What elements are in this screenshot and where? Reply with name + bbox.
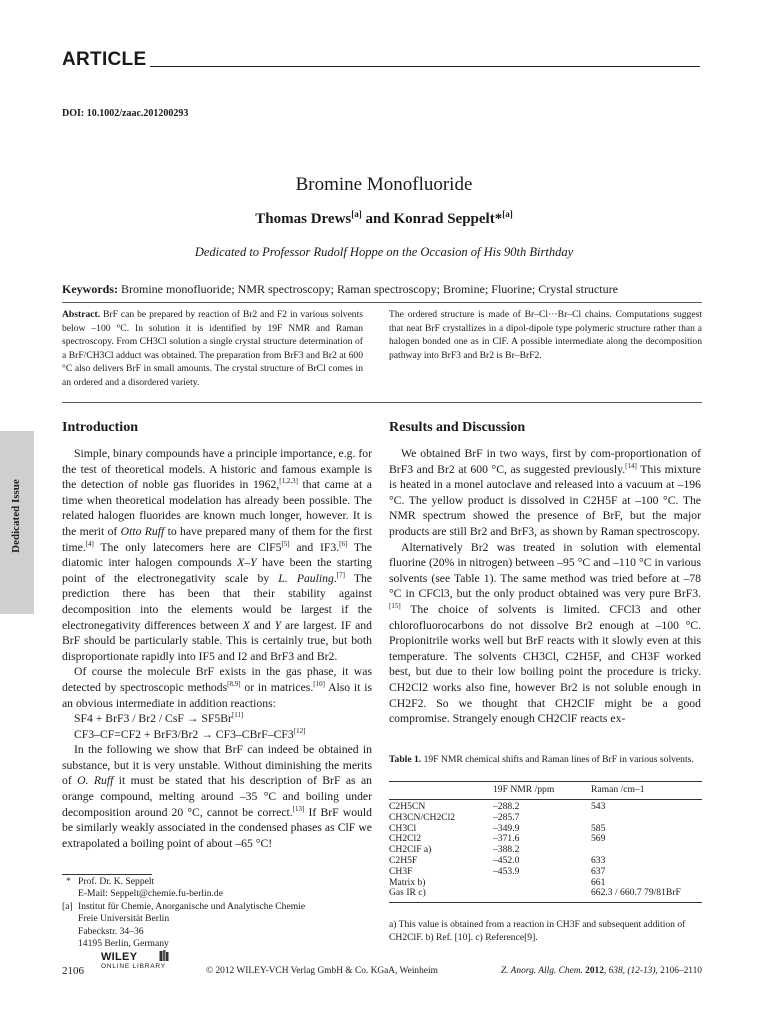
author-2-affiliation: [a] — [502, 209, 513, 219]
author-2[interactable]: Konrad Seppelt* — [393, 211, 503, 227]
table-header — [389, 785, 702, 796]
table-cell: –452.0 — [493, 854, 520, 866]
intro-paragraph-1 — [62, 446, 372, 664]
table-cell: CH2Cl2 — [389, 833, 421, 845]
table-header-rule — [389, 799, 702, 800]
journal-reference: Z. Anorg. Allg. Chem. 2012, 638, (12-13), 2106–2110 — [500, 966, 702, 976]
citation[interactable]: [14] — [625, 461, 637, 470]
affiliation-line: 14195 Berlin, Germany — [78, 938, 169, 950]
table-cell: 543 — [591, 801, 606, 812]
table-body — [389, 802, 702, 899]
footnote-rule — [62, 874, 152, 875]
text-run: and — [249, 618, 275, 632]
table-cell: CH3F — [389, 865, 413, 877]
table-top-rule — [389, 781, 702, 782]
table-cell: Gas IR c) — [389, 887, 426, 899]
table-cell: –453.9 — [493, 865, 520, 877]
citation[interactable]: [11] — [231, 711, 244, 720]
article-title: Bromine Monofluoride — [295, 174, 473, 195]
table-bottom-rule — [389, 902, 702, 903]
table-cell: –288.2 — [493, 801, 520, 812]
table-cell: Matrix b) — [389, 876, 426, 888]
table-cell — [591, 813, 701, 824]
citation[interactable]: [5] — [281, 539, 290, 548]
corresponding-author-name: Prof. Dr. K. Seppelt — [78, 876, 155, 887]
table-cell: C2H5F — [389, 854, 418, 866]
table-cell: CH3Cl — [389, 822, 417, 834]
book-icon — [159, 950, 169, 962]
footnote-mark: [a] — [62, 900, 73, 912]
table-cell: 661 — [591, 876, 606, 888]
authors — [0, 209, 768, 228]
section-label: ARTICLE — [62, 49, 147, 70]
journal-year: 2012 — [585, 966, 604, 976]
table-cell: CH2ClF a) — [389, 844, 432, 856]
citation[interactable]: [8,9] — [227, 680, 241, 689]
text-run: In the following we show that BrF can indeed be obtained in substance, but it is very unstable. Without diminishing the merits of — [62, 743, 372, 788]
text-run: Alternatively Br2 was treated in solution with elemental fluorine (20% in nitrogen) between –95 °C and –110 °C in various solvents (see Table 1). The same method was tried before at –78 °C in CFCl3, but the only product obtained was very pure BrF3. — [389, 540, 701, 601]
wiley-online-library-logo[interactable] — [101, 951, 166, 970]
logo-wiley: WILEY — [101, 951, 138, 963]
table-cell: –371.6 — [493, 833, 520, 845]
table-cell: 662.3 / 660.7 79/81BrF — [591, 887, 681, 899]
table-row — [389, 888, 702, 899]
text-run: to have prepared many of them for the first time. — [62, 524, 372, 554]
author-footnotes — [62, 876, 372, 950]
intro-paragraph-3 — [62, 742, 372, 851]
journal-name: Z. Anorg. Allg. Chem. — [500, 966, 583, 976]
text-run: that came at a time when theoretical modelation has already been possible. The related halogen fluorides are known much longer, however. It is the merit of — [62, 478, 372, 538]
introduction-body — [62, 446, 372, 851]
table-row — [389, 824, 702, 835]
author-1[interactable]: Thomas Drews — [255, 211, 352, 227]
formula: X–Y — [237, 556, 257, 570]
journal-pages: 2106–2110 — [660, 966, 702, 976]
text-run: We obtained BrF in two ways, first by com-proportionation of BrF3 and Br2 at 600 °C, as suggested previously. — [389, 447, 701, 476]
table-cell: 637 — [591, 865, 606, 877]
table-label: Table 1. — [389, 754, 422, 765]
citation[interactable]: [7] — [336, 570, 345, 579]
table-header-row — [389, 785, 702, 796]
text-run: it must be stated that his description of BrF as an orange compound, melting around –35 °C and boiling under decomposition around 20 °C, cannot be correct. — [62, 774, 372, 819]
results-paragraph-2 — [389, 540, 701, 727]
table-cell — [493, 878, 591, 889]
affiliation-line: Institut für Chemie, Anorganische und Analytische Chemie — [78, 900, 306, 912]
text-run: The prediction there has been that their stability against decomposition into the elements would be largest if the electronegativity differences between — [62, 571, 372, 632]
keywords-rule — [62, 302, 702, 303]
side-tab-label: Dedicated Issue — [10, 479, 22, 553]
citation[interactable]: [12] — [293, 726, 306, 735]
abstract-label: Abstract. — [62, 309, 101, 320]
person-name: L. Pauling — [278, 571, 334, 585]
text-run: The choice of solvents is limited. CFCl3 and other chlorofluorocarbons do not dissolve Br2 enough at –100 °C. Propionitrile works well but BrF reacts with it slowly even at this temperature. The solvents CH3Cl, C2H5F, and CH3F worked best, but due to their low boiling point the procedure is tricky. CH2Cl2 works also fine, however Br2 is not soluble enough in CH2F2. So we thought that CH2ClF might be a good compromise. Strangely enough CH2ClF reacts ex- — [389, 602, 701, 726]
table-cell — [591, 845, 701, 856]
keywords — [62, 282, 702, 297]
text-run: or in matrices. — [240, 680, 314, 694]
journal-volume: 638, (12-13), — [608, 966, 658, 976]
table-cell — [493, 888, 591, 899]
table-caption-text: 19F NMR chemical shifts and Raman lines of BrF in various solvents. — [421, 754, 694, 765]
citation[interactable]: [15] — [389, 602, 401, 611]
table-row — [389, 813, 702, 824]
table-row — [389, 834, 702, 845]
results-paragraph-1 — [389, 446, 701, 540]
table-cell: –285.7 — [493, 811, 520, 823]
dedication: Dedicated to Professor Rudolf Hoppe on the Occasion of His 90th Birthday — [194, 245, 574, 259]
equation-1 — [62, 711, 372, 727]
citation[interactable]: [6] — [339, 539, 348, 548]
page-number: 2106 — [62, 965, 84, 977]
results-heading: Results and Discussion — [389, 420, 526, 435]
citation[interactable]: [1,2,3] — [279, 477, 298, 486]
table-row — [389, 856, 702, 867]
author-email[interactable]: E-Mail: Seppelt@chemie.fu-berlin.de — [78, 888, 223, 900]
table-cell: 569 — [591, 833, 606, 845]
keywords-list: Bromine monofluoride; NMR spectroscopy; Raman spectroscopy; Bromine; Fluorine; Crystal structure — [118, 282, 618, 296]
text-run: have been the starting point of the electronegativity scale by — [62, 556, 372, 585]
table-cell: CH3CN/CH2Cl2 — [389, 811, 456, 823]
text-run: Also it is an obvious intermediate in addition reactions: — [62, 680, 372, 710]
text-run: This mixture is heated in a monel autoclave and released into a vacuum at –196 °C. The yellow product is dissolved in C2H5F at –100 °C. The NMR spectrum showed the presence of BrF, but the major products are still Br2 and BrF3, as shown by Raman spectroscopy. — [389, 462, 701, 538]
abstract-rule — [62, 402, 702, 403]
equation-text: SF4 + BrF3 / Br2 / CsF → SF5Br — [74, 712, 232, 726]
affiliation-line: Freie Universität Berlin — [78, 913, 170, 925]
text-run: and IF3. — [289, 540, 340, 554]
equation-text: CF3–CF=CF2 + BrF3/Br2 → CF3–CBrF–CF3 — [74, 727, 294, 741]
table-cell: 633 — [591, 854, 606, 866]
table-header-cell — [389, 785, 493, 796]
results-body — [389, 446, 701, 727]
affiliation-line: Fabeckstr. 34–36 — [78, 925, 144, 937]
author-separator: and — [361, 211, 394, 227]
corresponding-author — [62, 876, 372, 888]
doi[interactable]: DOI: 10.1002/zaac.201200293 — [62, 108, 189, 119]
table-caption — [389, 754, 701, 767]
affiliation — [62, 901, 372, 913]
table-row — [389, 867, 702, 878]
text-run: If BrF would be similarly weakly associated in the condensed phases as ClF we extrapolated a boiling point of about –65 °C! — [62, 805, 372, 850]
header-rule — [150, 66, 700, 67]
footnote-mark: * — [66, 876, 71, 887]
text-run: The only latecomers here are ClF5 — [93, 540, 282, 554]
keywords-label: Keywords: — [62, 282, 118, 296]
text-run: are largest. IF and BrF should be particularly stable. This is certainly true, but both disproportionate rapidly into IF5 and I2 and BrF3 and Br2. — [62, 618, 372, 663]
introduction-heading: Introduction — [62, 420, 138, 435]
text-run: Simple, binary compounds have a principle importance, e.g. for the test of theoretical models. A historic and famous example is the detection of noble gas fluorides in 1962, — [62, 447, 372, 492]
person-name: Otto Ruff — [120, 524, 165, 538]
citation[interactable]: [10] — [313, 680, 325, 689]
person-name: O. Ruff — [77, 774, 114, 788]
table-row — [389, 845, 702, 856]
abstract-right: The ordered structure is made of Br–Cl···Br–Cl chains. Computations suggest that neat BrF crystallizes in a dipol-dipole type polymeric structure rather than a halogen bonded one as in ClF. A possible intermediate along the decomposition pathway into BrF3 and Br2 is Br–BrF2. — [389, 309, 702, 361]
table-cell: –349.9 — [493, 822, 520, 834]
copyright: © 2012 WILEY-VCH Verlag GmbH & Co. KGaA, Weinheim — [206, 966, 438, 976]
table-header-cell: 19F NMR /ppm — [493, 784, 555, 795]
logo-online-library: ONLINE LIBRARY — [101, 963, 166, 970]
abstract-left — [62, 308, 363, 390]
table-cell: 585 — [591, 822, 606, 834]
abstract-left-text: BrF can be prepared by reaction of Br2 and F2 in various solvents below –100 °C. In solution it is identified by 19F NMR and Raman spectroscopy. From CH3Cl solution a single crystal structure determination of a BrF/CH3Cl adduct was obtained. The preparation from BrF3 and Br2 at 600 °C also delivers BrF in small amounts. The crystal structure of BrCl comes in an ordered and a disordered variety. — [62, 309, 363, 388]
table-footnote: a) This value is obtained from a reaction in CH3F and subsequent addition of CH2ClF. b) Ref. [10]. c) Reference[9]. — [389, 919, 686, 943]
citation[interactable]: [13] — [292, 804, 305, 813]
table-cell: C2H5CN — [389, 801, 426, 812]
table-cell: –388.2 — [493, 844, 520, 856]
table-header-cell: Raman /cm–1 — [591, 784, 645, 795]
text-run: . — [333, 571, 337, 585]
citation[interactable]: [4] — [85, 539, 94, 548]
text-run: Of course the molecule BrF exists in the gas phase, it was detected by spectroscopic methods — [62, 665, 372, 694]
author-1-affiliation: [a] — [351, 209, 362, 219]
equation-2 — [62, 727, 372, 743]
formula: X — [242, 618, 250, 632]
intro-paragraph-2 — [62, 664, 372, 711]
text-run: The diatomic inter halogen compounds — [62, 540, 372, 570]
formula: Y — [274, 618, 282, 632]
